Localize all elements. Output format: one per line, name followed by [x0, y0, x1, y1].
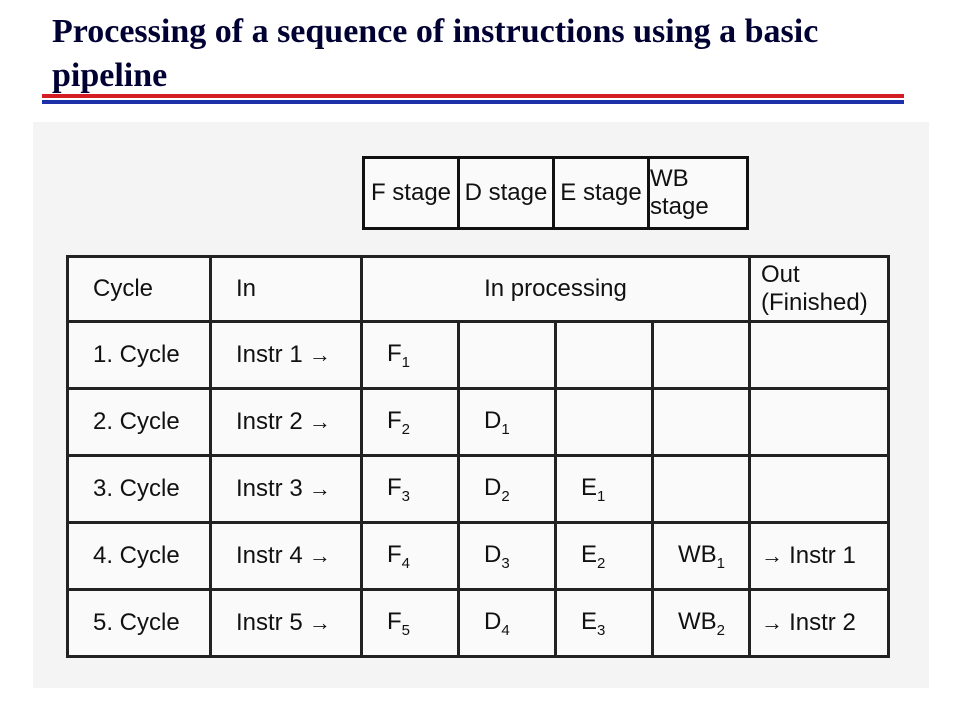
input-instruction-cell — [211, 523, 362, 590]
title-underline-red — [42, 94, 904, 98]
stage-label: WB — [678, 607, 717, 635]
stage-label: D — [484, 473, 502, 501]
stage-index: 3 — [597, 621, 606, 639]
arrow-icon: → — [761, 610, 790, 635]
output-instruction-label: Instr 1 — [789, 542, 856, 569]
legend-d-stage: D stage — [460, 159, 555, 227]
stage-cell — [556, 590, 653, 657]
input-instruction-cell — [211, 322, 362, 389]
input-instruction-label: Instr 1 — [236, 341, 303, 368]
arrow-icon: → — [761, 543, 790, 568]
stage-cell — [653, 523, 750, 590]
cycle-cell: 1. Cycle — [68, 322, 211, 389]
table-row — [68, 389, 889, 456]
pipeline-table — [66, 255, 890, 658]
output-finished-cell — [750, 590, 889, 657]
legend-e-stage: E stage — [555, 159, 650, 227]
stage-label: F — [387, 607, 402, 635]
stage-label: D — [484, 406, 502, 434]
table-row — [68, 456, 889, 523]
stage-cell — [556, 389, 653, 456]
stage-index: 4 — [401, 554, 411, 572]
stage-cell — [556, 456, 653, 523]
input-instruction-label: Instr 4 — [236, 542, 303, 569]
arrow-icon: → — [302, 476, 331, 501]
output-finished-cell — [750, 322, 889, 389]
stage-cell — [362, 389, 459, 456]
arrow-icon: → — [302, 342, 331, 367]
output-finished-cell — [750, 523, 889, 590]
stage-label: F — [387, 540, 402, 568]
legend-wb-stage: WB stage — [650, 165, 709, 220]
stage-cell — [459, 590, 556, 657]
stage-cell — [653, 322, 750, 389]
table-row — [68, 523, 889, 590]
input-instruction-cell — [211, 590, 362, 657]
stage-cell — [653, 389, 750, 456]
stage-cell — [459, 456, 556, 523]
stage-label: F — [387, 473, 402, 501]
stage-cell — [459, 389, 556, 456]
input-instruction-label: Instr 5 — [236, 609, 303, 636]
table-header-row — [68, 257, 889, 322]
stage-index: 2 — [501, 487, 510, 505]
stage-label: E — [581, 473, 598, 501]
stage-label: E — [581, 540, 598, 568]
stage-cell — [362, 523, 459, 590]
cycle-cell: 5. Cycle — [68, 590, 211, 657]
output-finished-cell — [750, 389, 889, 456]
stage-cell — [362, 456, 459, 523]
output-finished-cell — [750, 456, 889, 523]
stage-cell — [653, 456, 750, 523]
stage-label: D — [484, 607, 502, 635]
arrow-icon: → — [302, 543, 331, 568]
input-instruction-label: Instr 3 — [236, 475, 303, 502]
stage-index: 2 — [401, 420, 411, 438]
stage-index: 1 — [716, 554, 726, 572]
table-row — [68, 590, 889, 657]
stage-label: D — [484, 540, 502, 568]
legend-f-stage: F stage — [365, 159, 460, 227]
stage-label: F — [387, 339, 402, 367]
stage-cell — [459, 523, 556, 590]
stage-cell — [556, 523, 653, 590]
stage-index: 3 — [501, 554, 510, 572]
stage-index: 1 — [401, 353, 411, 371]
stage-cell — [459, 322, 556, 389]
stage-index: 1 — [597, 487, 606, 505]
input-instruction-label: Instr 2 — [236, 408, 303, 435]
slide-title: Processing of a sequence of instructions using a basic pipeline — [52, 13, 819, 94]
title-underline-blue — [42, 100, 904, 104]
input-instruction-cell — [211, 389, 362, 456]
stage-index: 4 — [501, 621, 510, 639]
stage-legend — [362, 156, 749, 230]
cycle-cell: 3. Cycle — [68, 456, 211, 523]
stage-cell — [362, 322, 459, 389]
stage-index: 5 — [401, 621, 411, 639]
stage-label: F — [387, 406, 402, 434]
stage-cell — [362, 590, 459, 657]
stage-index: 2 — [597, 554, 606, 572]
stage-label: WB — [678, 540, 717, 568]
cycle-cell: 4. Cycle — [68, 523, 211, 590]
arrow-icon: → — [302, 610, 331, 635]
arrow-icon: → — [302, 409, 331, 434]
header-in-processing: In processing — [362, 257, 750, 322]
stage-cell — [556, 322, 653, 389]
stage-index: 3 — [401, 487, 411, 505]
stage-cell — [653, 590, 750, 657]
header-out-finished: Out (Finished) — [750, 257, 889, 322]
stage-index: 1 — [501, 420, 510, 438]
header-in: In — [211, 257, 362, 322]
stage-label: E — [581, 607, 598, 635]
output-instruction-label: Instr 2 — [789, 609, 856, 636]
table-row — [68, 322, 889, 389]
stage-index: 2 — [716, 621, 726, 639]
input-instruction-cell — [211, 456, 362, 523]
cycle-cell: 2. Cycle — [68, 389, 211, 456]
header-cycle: Cycle — [68, 257, 211, 322]
